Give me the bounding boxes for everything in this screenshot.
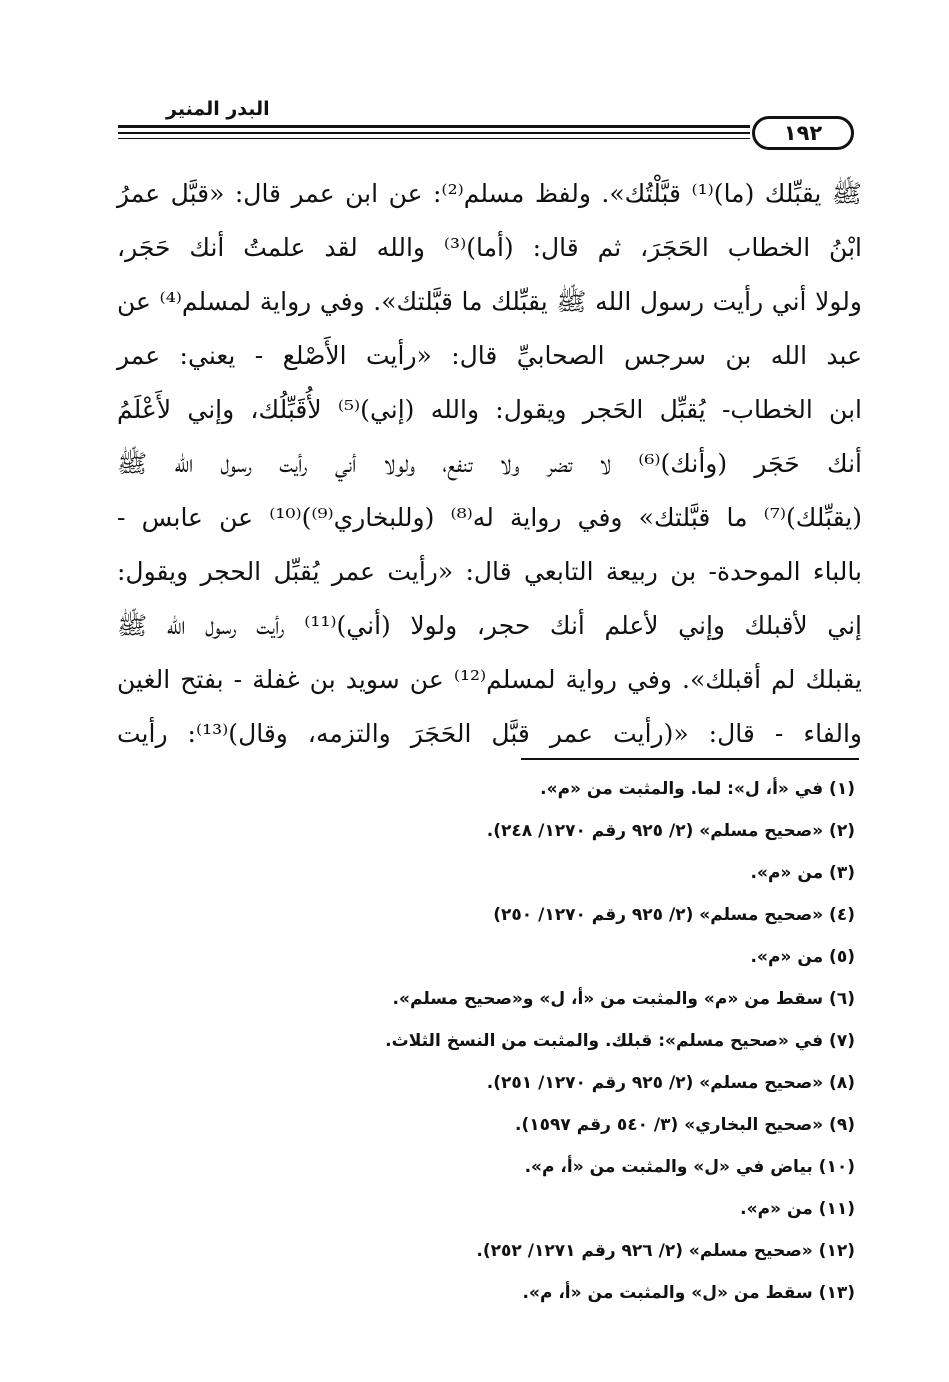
text-line: والفاء - قال: «(رأيت عمر قبَّل الحَجَرَ والتزمه، وقال)⁽¹³⁾: رأيت bbox=[117, 719, 862, 748]
footnote: (١) في «أ، ل»: لما. والمثبت من «م». bbox=[540, 779, 855, 799]
text-line: (يقبِّلك)⁽⁷⁾ ما قبَّلتك» وفي رواية له⁽⁸⁾ (وللبخاري⁽⁹⁾)⁽¹⁰⁾ عن عابس - bbox=[117, 503, 862, 532]
book-title: البدر المنير bbox=[166, 98, 270, 120]
text-line: ولولا أني رأيت رسول الله ﷺ يقبِّلك ما قبَّلتك». وفي رواية لمسلم⁽⁴⁾ عن bbox=[117, 287, 862, 316]
text-line: ﷺ يقبِّلك (ما)⁽¹⁾ قبَّلْتُك». ولفظ مسلم⁽²⁾: عن ابن عمر قال: «قبَّل عمرُ bbox=[117, 179, 862, 208]
footnotes bbox=[117, 768, 855, 1314]
text-line: ابْنُ الخطاب الحَجَرَ، ثم قال: (أما)⁽³⁾ والله لقد علمتُ أنك حَجَر، bbox=[117, 233, 862, 262]
footnote-separator bbox=[521, 758, 859, 760]
text-line: ابن الخطاب- يُقبِّل الحَجر ويقول: والله (إني)⁽⁵⁾ لأُقَبِّلُك، وإني لأَعْلَمُ bbox=[117, 395, 862, 424]
text-line: عبد الله بن سرجس الصحابيِّ قال: «رأيت الأَصْلع - يعني: عمر bbox=[117, 341, 862, 370]
footnote: (٧) في «صحيح مسلم»: قبلك. والمثبت من النسخ الثلاث. bbox=[385, 1031, 855, 1051]
page-header bbox=[118, 98, 860, 158]
footnote: (٥) من «م». bbox=[750, 947, 855, 967]
header-rule bbox=[118, 132, 750, 134]
footnote: (٦) سقط من «م» والمثبت من «أ، ل» و«صحيح مسلم». bbox=[392, 989, 855, 1009]
footnote: (١١) من «م». bbox=[740, 1199, 855, 1219]
footnote: (٩) «صحيح البخاري» (٣/ ٥٤٠ رقم ١٥٩٧). bbox=[515, 1115, 855, 1135]
header-rule bbox=[118, 125, 750, 128]
footnote: (٣) من «م». bbox=[750, 863, 855, 883]
footnote: (١٠) بياض في «ل» والمثبت من «أ، م». bbox=[524, 1157, 855, 1177]
text-line: إني لأقبلك وإني لأعلم أنك حجر، ولولا (أني)⁽¹¹⁾ رأيت رسول الله ﷺ bbox=[117, 611, 862, 640]
footnote: (٢) «صحيح مسلم» (٢/ ٩٢٥ رقم ١٢٧٠/ ٢٤٨). bbox=[486, 821, 855, 841]
text-line: بالباء الموحدة- بن ربيعة التابعي قال: «رأيت عمر يُقبِّل الحجر ويقول: bbox=[117, 557, 862, 586]
footnote: (٨) «صحيح مسلم» (٢/ ٩٢٥ رقم ١٢٧٠/ ٢٥١). bbox=[486, 1073, 855, 1093]
footnote: (١٢) «صحيح مسلم» (٢/ ٩٢٦ رقم ١٢٧١/ ٢٥٢). bbox=[476, 1241, 855, 1261]
footnote: (٤) «صحيح مسلم» (٢/ ٩٢٥ رقم ١٢٧٠/ ٢٥٠) bbox=[493, 905, 855, 925]
header-rule bbox=[118, 138, 750, 139]
footnote: (١٣) سقط من «ل» والمثبت من «أ، م». bbox=[522, 1283, 855, 1303]
page-number: ١٩٢ bbox=[752, 116, 854, 150]
text-line: يقبلك لم أقبلك». وفي رواية لمسلم⁽¹²⁾ عن سويد بن غفلة - بفتح الغين bbox=[117, 665, 862, 694]
text-line: أنك حَجَر (وأنك)⁽⁶⁾ لا تضر ولا تنفع، ولولا أني رأيت رسول الله ﷺ bbox=[117, 449, 862, 478]
main-text bbox=[117, 167, 862, 761]
